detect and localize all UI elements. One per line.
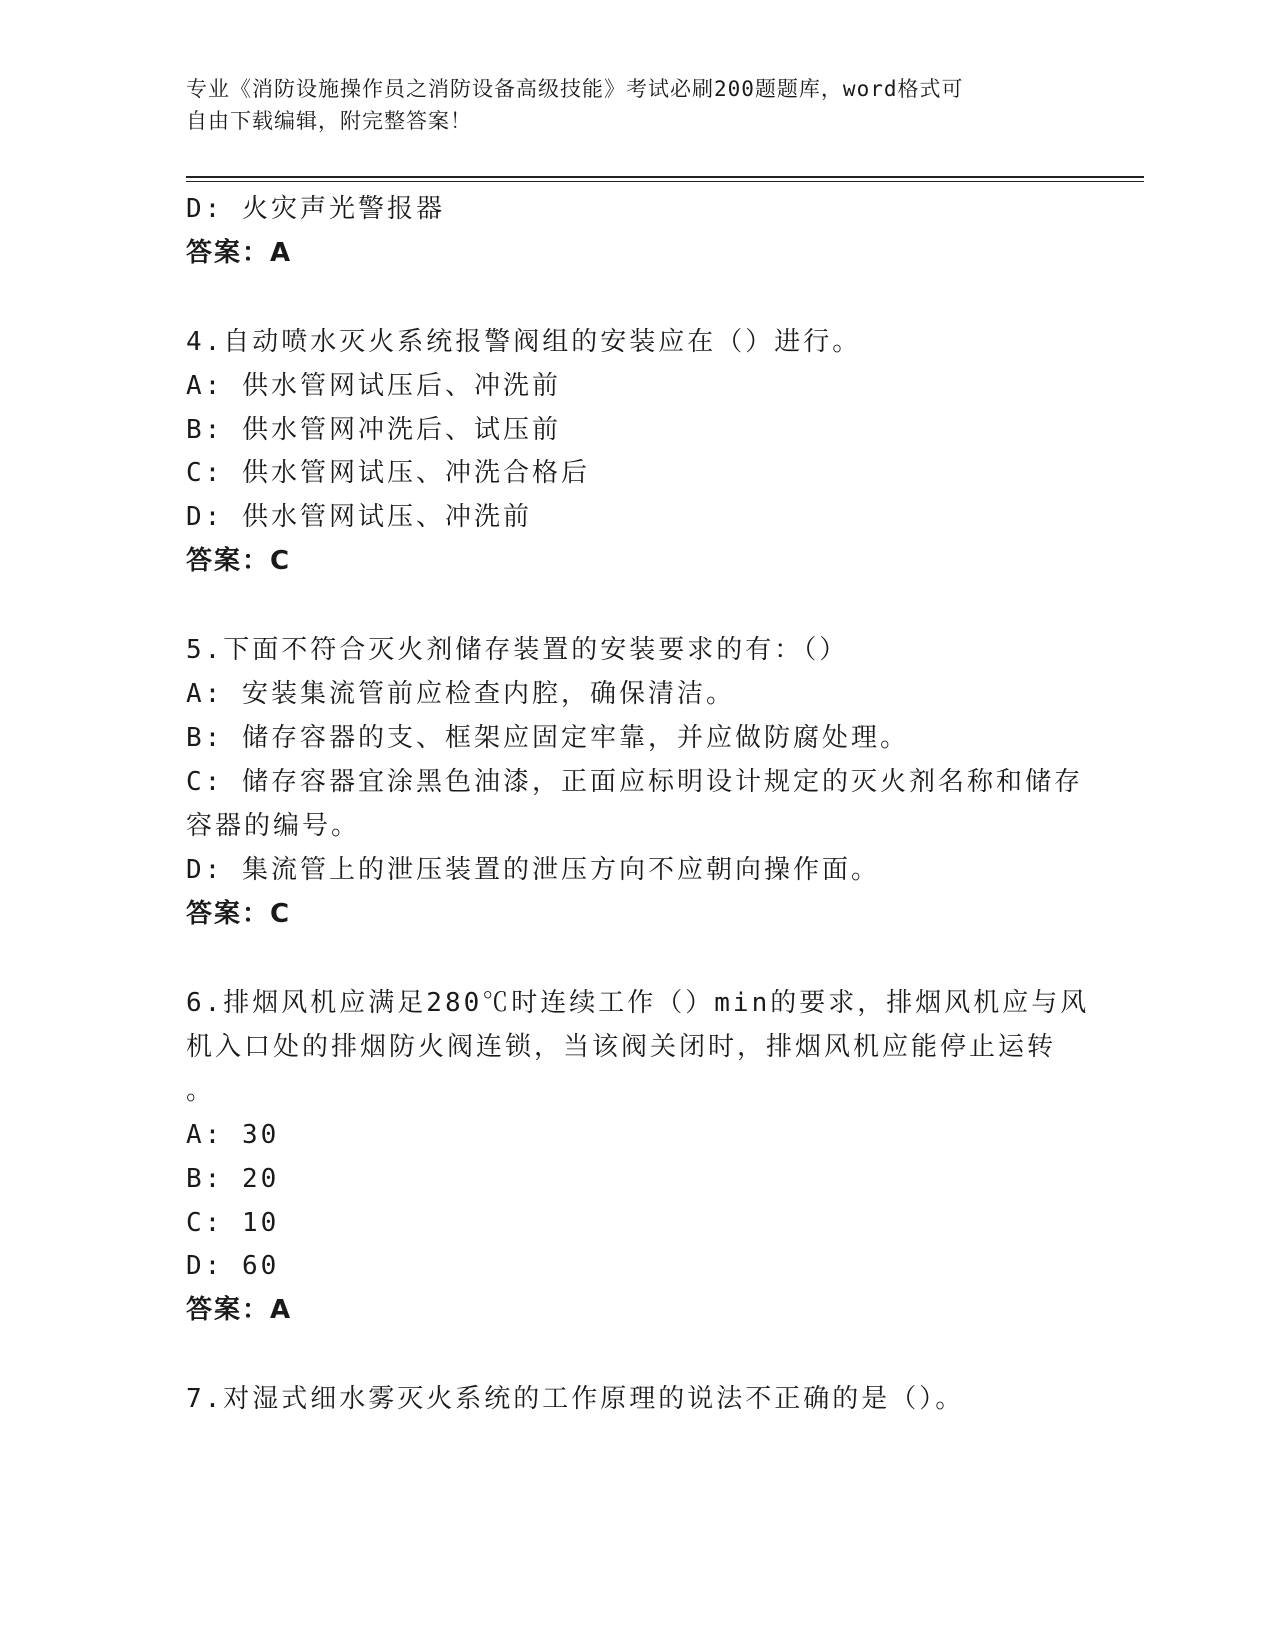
q4-option-b: B: 供水管网冲洗后、试压前 (186, 415, 561, 445)
header-line-2: 自由下载编辑，附完整答案！ (186, 109, 472, 133)
q5-option-c-line-1: C: 储存容器宜涂黑色油漆，正面应标明设计规定的灭火剂名称和储存 (186, 767, 1083, 797)
q4-option-c: C: 供水管网试压、冲洗合格后 (186, 458, 590, 488)
q6-stem-line-2: 机入口处的排烟防火阀连锁，当该阀关闭时，排烟风机应能停止运转 (186, 1032, 1057, 1062)
q6-option-d: D: 60 (186, 1251, 280, 1281)
q6-stem-line-1: 6.排烟风机应满足280℃时连续工作（）min的要求，排烟风机应与风 (186, 988, 1090, 1018)
q6-answer: 答案：A (186, 1295, 293, 1325)
header-divider-thin (186, 181, 1144, 182)
q4-answer: 答案：C (186, 546, 292, 576)
q4-option-d: D: 供水管网试压、冲洗前 (186, 502, 532, 532)
q6-option-c: C: 10 (186, 1208, 280, 1238)
header-divider-thick (186, 176, 1144, 178)
document-header (186, 73, 1066, 137)
q4-stem: 4.自动喷水灭火系统报警阀组的安装应在（）进行。 (186, 327, 862, 357)
q5-option-c-line-2: 容器的编号。 (186, 811, 361, 841)
header-line-1: 专业《消防设施操作员之消防设备高级技能》考试必刷200题题库，word格式可 (186, 77, 964, 101)
q7-stem: 7.对湿式细水雾灭火系统的工作原理的说法不正确的是（）。 (186, 1384, 965, 1414)
q4-option-a: A: 供水管网试压后、冲洗前 (186, 371, 561, 401)
q5-answer: 答案：C (186, 899, 292, 929)
q6-stem-line-3: 。 (186, 1076, 216, 1106)
q5-stem: 5.下面不符合灭火剂储存装置的安装要求的有：（） (186, 635, 849, 665)
q5-option-b: B: 储存容器的支、框架应固定牢靠，并应做防腐处理。 (186, 723, 909, 753)
q5-option-a: A: 安装集流管前应检查内腔，确保清洁。 (186, 679, 735, 709)
q6-option-b: B: 20 (186, 1164, 280, 1194)
q6-option-a: A: 30 (186, 1120, 280, 1150)
q5-option-d: D: 集流管上的泄压装置的泄压方向不应朝向操作面。 (186, 855, 880, 885)
q3-option-d: D: 火灾声光警报器 (186, 194, 445, 224)
q3-answer: 答案：A (186, 238, 293, 268)
